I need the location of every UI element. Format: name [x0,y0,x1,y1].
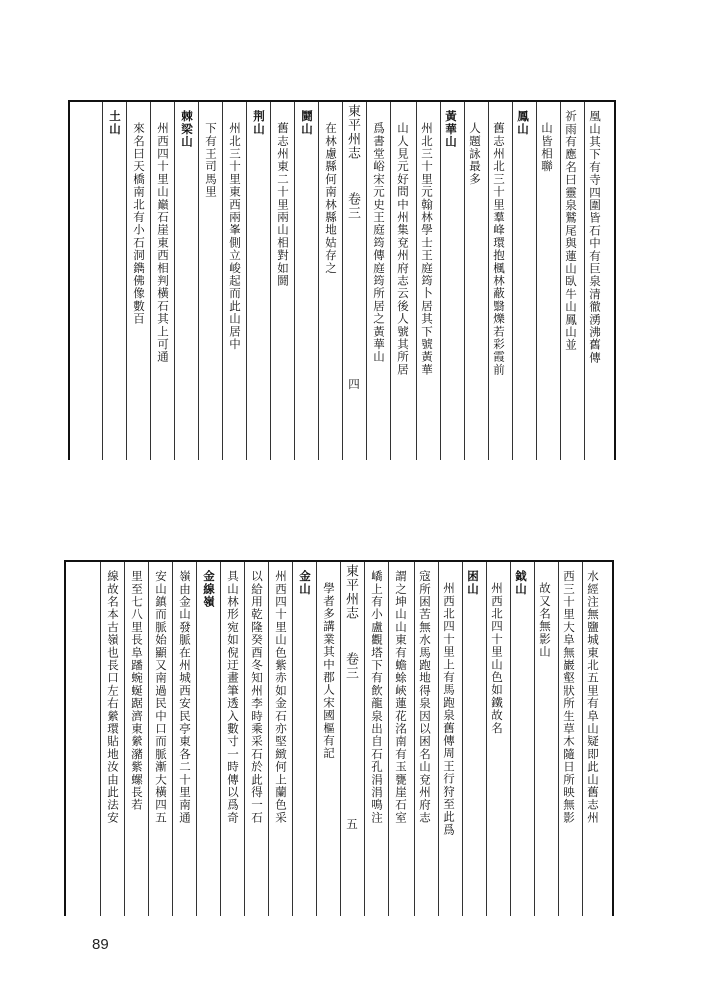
book-title: 東平州志 [345,104,360,160]
text-column: 祈雨有應名曰靈泉鷲尾與蓮山臥牛山鳳山並 [564,110,578,352]
text-column: 具山林形宛如倪迂畫筆透入數寸一時傳以爲奇 [226,570,240,824]
page-number: 89 [92,936,109,953]
book-title: 東平州志 [343,564,358,620]
text-column: 水經注無鹽城東北五里有阜山疑即此山舊志州 [586,570,600,824]
text-column: 州西北四十里上有馬跑泉舊傳周王行狩至此爲 [442,582,456,836]
text-column: 學者多講業其中郡人宋國樞有記 [322,582,336,760]
text-column: 凰山其下有寺四圍皆石中有巨泉清徹湧沸舊傳 [588,110,602,364]
text-column: 州西四十里山色紫赤如金石亦堅緻何上蘭色采 [274,570,288,824]
text-column: 以給用乾隆癸酉冬知州李時乘采石於此得一石 [250,570,264,824]
text-column: 爲書堂峪宋元史王庭筠傳庭筠所居之黃華山 [372,122,386,364]
text-column: 在林慮縣何南林縣地姑存之 [324,122,338,275]
text-column: 里至七八里長阜蹯蜿蜒踞濟東縈瀦紫螺長若 [130,570,144,812]
section-heading: 困山 [466,570,480,596]
text-column: 寇所困苦無水馬跑地得泉因以困名山兗州府志 [418,570,432,824]
text-column: 故又名無影山 [538,582,552,659]
text-column: 嶠上有小盧觀塔下有飲龍泉出自石孔涓涓鳴注 [370,570,384,824]
bottom-page-block [64,560,614,916]
section-heading: 棘梁山 [180,110,194,149]
text-column: 西三十里大阜無巖壑狀所生草木隨日所映無影 [562,570,576,824]
text-column: 舊志州東二十里兩山相對如鬪 [276,122,290,288]
text-column: 州北三十里元翰林學士王庭筠卜居其下號黃華 [420,122,434,376]
text-column: 謂之坤山山東有蟾蜍峽蓮花洺南有玉甕崖石室 [394,570,408,824]
leaf-number: 五 [345,818,359,831]
text-column: 下有王司馬里 [204,122,218,199]
text-column: 安山鎮而脈始顯又南過民中口而脈漸大橫四五 [154,570,168,824]
leaf-number: 四 [347,378,361,391]
section-heading: 鳳山 [516,110,530,136]
section-heading: 荆山 [252,110,266,136]
text-column: 舊志州北三十里羣峰環抱楓林蔽翳爍若彩霞前 [492,122,506,376]
text-column: 山皆相聯 [540,122,554,173]
section-heading: 土山 [108,110,122,136]
text-column: 州西四十里山巔石崖東西相判橫石其上可通 [156,122,170,364]
volume-label: 卷三 [345,192,360,220]
text-column: 來名曰天橋南北有小石洞鐫佛像數百 [132,122,146,326]
section-heading: 金山 [298,570,312,596]
text-column: 嶺由金山發脈在州城西安民亭東各二十里南通 [178,570,192,824]
text-column: 線故名本古嶺也長口左右縈環貼地汝由此法安 [106,570,120,824]
text-column: 州西北四十里山色如鐵故名 [490,582,504,735]
text-column: 人題詠最多 [468,122,482,186]
section-heading: 金線嶺 [202,570,216,609]
volume-label: 卷三 [343,652,358,680]
text-column: 州北三十里東西兩峯側立峻起而此山居中 [228,122,242,351]
section-heading: 鉞山 [514,570,528,596]
text-column: 山人見元好問中州集兗州府志云後人號其所居 [396,122,410,376]
section-heading: 黃華山 [444,110,458,149]
top-page-block [68,100,616,460]
section-heading: 鬪山 [300,110,314,136]
